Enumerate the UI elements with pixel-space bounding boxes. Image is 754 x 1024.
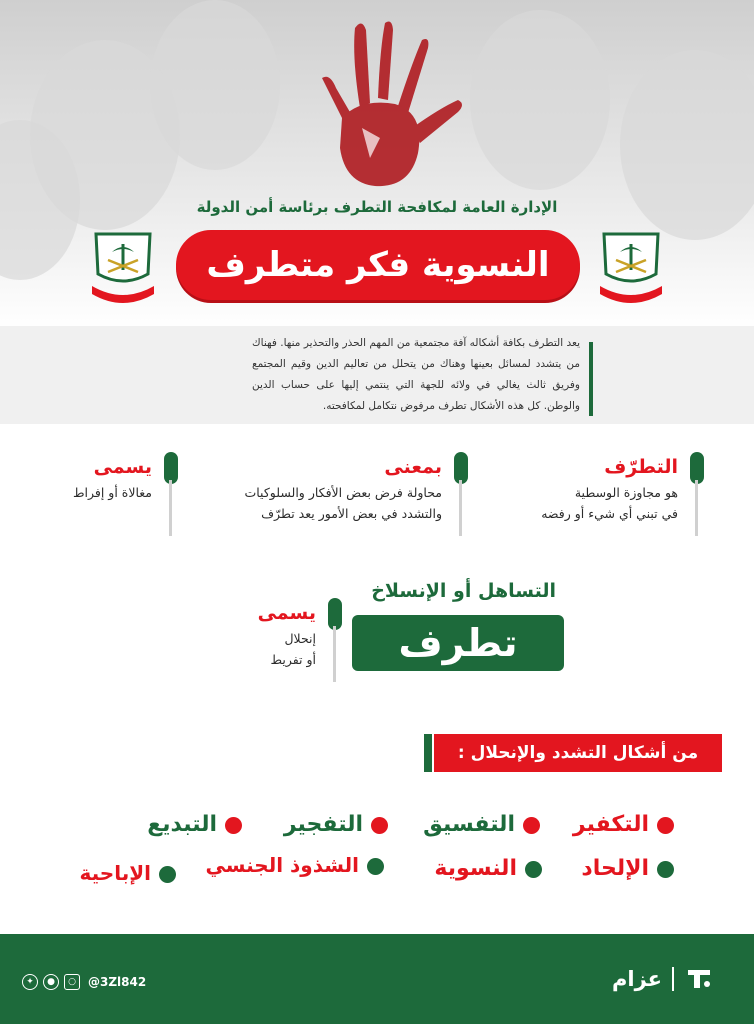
definition-body: هو مجاوزة الوسطية في تبني أي شيء أو رفضه xyxy=(541,485,678,521)
definition-body: محاولة فرض بعض الأفكار والسلوكيات والتشدد في بعض الأمور يعد تطرّف xyxy=(244,485,442,521)
term-label: النسوية xyxy=(434,856,517,881)
forms-banner: من أشكال التشدد والإنحلال : xyxy=(434,734,722,772)
term-label: الإباحية xyxy=(79,861,151,885)
brand-separator xyxy=(672,967,674,991)
pin-marker xyxy=(164,452,178,484)
term-label: التبديع xyxy=(147,812,217,837)
social-handle[interactable]: @3Zl842 xyxy=(88,975,147,989)
state-security-emblem-icon xyxy=(596,226,666,308)
pin-marker xyxy=(454,452,468,484)
term-label: الإلحاد xyxy=(581,856,649,881)
definition-head: التطرّف xyxy=(604,456,678,478)
definition-called xyxy=(22,452,178,503)
bullet-dot xyxy=(371,817,388,834)
instagram-icon[interactable]: ○ xyxy=(64,974,80,990)
pin-marker xyxy=(328,598,342,630)
laxity-aside-head: يسمى xyxy=(257,602,316,624)
term-item xyxy=(147,808,242,842)
state-security-emblem-icon xyxy=(88,226,158,308)
brand xyxy=(612,966,714,992)
definition-head: يسمى xyxy=(93,456,152,478)
snapchat-icon[interactable]: ● xyxy=(43,974,59,990)
bullet-dot xyxy=(367,858,384,875)
term-item xyxy=(434,852,542,886)
term-item xyxy=(573,808,674,842)
definition-head: بمعنى xyxy=(384,456,442,478)
term-item xyxy=(423,808,540,842)
brand-name: عزام xyxy=(612,967,662,991)
intro-accent-bar xyxy=(589,342,593,416)
term-label: التفسيق xyxy=(423,812,515,837)
bullet-dot xyxy=(225,817,242,834)
definition-extremism xyxy=(478,452,704,524)
brand-logo-icon xyxy=(684,966,714,992)
laxity-aside-body: إنحلال أو تفريط xyxy=(270,631,316,667)
pin-marker xyxy=(690,452,704,484)
agency-name: الإدارة العامة لمكافحة التطرف برئاسة أمن الدولة xyxy=(196,198,558,216)
footer xyxy=(0,934,754,1024)
bullet-dot xyxy=(523,817,540,834)
term-item xyxy=(581,852,674,886)
banner-accent xyxy=(424,734,432,772)
bullet-dot xyxy=(657,861,674,878)
term-label: التفجير xyxy=(283,812,363,837)
laxity-box: تطرف xyxy=(352,615,564,671)
definition-body: مغالاة أو إفراط xyxy=(72,485,152,500)
laxity-called xyxy=(196,598,342,670)
definition-meaning xyxy=(192,452,468,524)
bullet-dot xyxy=(657,817,674,834)
term-label: الشذوذ الجنسي xyxy=(205,853,359,877)
laxity-title: التساهل أو الإنسلاخ xyxy=(371,580,556,602)
bullet-dot xyxy=(159,866,176,883)
term-label: التكفير xyxy=(572,812,649,837)
handprint-icon xyxy=(300,18,470,198)
term-item xyxy=(206,848,384,882)
twitter-icon[interactable]: ✦ xyxy=(22,974,38,990)
term-item xyxy=(284,808,388,842)
bullet-dot xyxy=(525,861,542,878)
social-links xyxy=(22,974,146,990)
term-item xyxy=(80,856,176,890)
page-title: النسوية فكر متطرف xyxy=(176,230,580,300)
intro-text: يعد التطرف بكافة أشكاله آفة مجتمعية من المهم الحذر والتحذير منها. فهناك من يتشدد لمسائل بعينها وهناك من يتحلل من تعاليم الدين وقيم المجتمع وفريق ثالث يغالي في ولائه للجهة التي ينتمي إليها على حساب الدين والوطن. كل هذه الأشكال تطرف مرفوض نتكامل لمكافحته. xyxy=(252,337,580,412)
